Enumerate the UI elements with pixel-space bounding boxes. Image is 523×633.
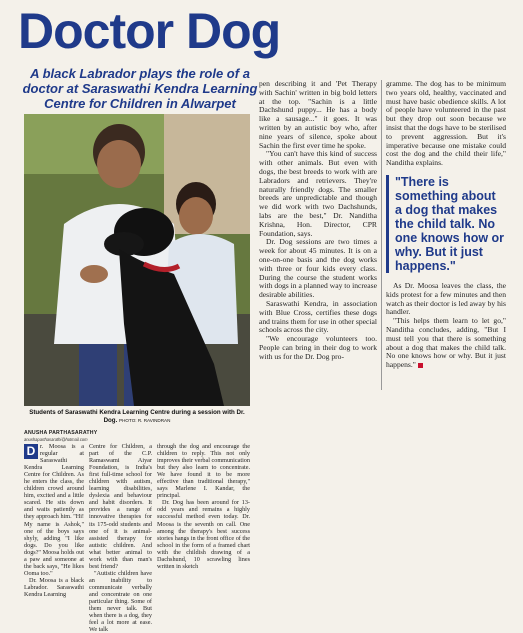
paragraph: Dr. Moosa is a black Labrador. Saraswathi Kendra Learning: [24, 576, 84, 598]
drop-cap: D: [24, 444, 38, 459]
paragraph: As Dr. Moosa leaves the class, the kids protest for a few minutes and then watch as their doctor is led away by his handler.: [386, 280, 506, 317]
paragraph: Dr. Dog sessions are two times a week for about 45 minutes. It is on a one-on-one basis and the dog works with three or four kids every class. During the course the student works with dogs in a planned way to increase desirable abilities.: [259, 237, 377, 300]
column-rule: [381, 80, 382, 390]
paragraph: [386, 317, 506, 370]
pull-quote: [386, 175, 506, 273]
end-mark-icon: [418, 363, 423, 368]
article-photo: [24, 114, 250, 406]
deck-subheadline: A black Labrador plays the role of a doctor at Saraswathi Kendra Learning Centre for Children in Alwarpet: [22, 66, 258, 111]
byline-name: ANUSHA PARTHASARATHY: [24, 430, 98, 436]
paragraph: gramme. The dog has to be minimum two years old, healthy, vaccinated and must have basic obedience skills. A lot of people have volunteered in the past but they drop out soon because we insist that the dogs have to be sterilised to prevent aggression. But it's imperative because one mistake could cost the dog and the child their life," Nanditha explains.: [386, 79, 506, 168]
body-column-3: [157, 443, 250, 570]
photo-credit: PHOTO: R. RAVINDRAN: [119, 418, 171, 423]
pull-quote-text: "There is something about a dog that makes the child talk. No one knows how or why. But it just happens.": [395, 174, 505, 273]
caption-text: Students of Saraswathi Kendra Learning Centre during a session with Dr. Dog.: [29, 409, 245, 424]
paragraph: r. Moosa is a regular at Saraswathi Kendra Learning Centre for Children. As he enters the class, the children crowd around him, excited and a little scared. He sits down and waits patiently as they approach him. "Hi! My name is Ashok," one of the boys says shyly, adding "I like dogs. Do you like dogs?" Moosa holds out a paw and someone at the back says, "He likes Ooma too.": [24, 443, 84, 577]
paragraph: Centre for Children, a part of the C.P. Ramaswami Aiyar Foundation, is India's first full-time school for children with autism, learning disabilities, dyslexia and behaviour and habit disorders. It provides a range of innovative therapies for its 175-odd students and one of it is animal-assisted therapy for autistic children. And what better animal to work with than man's best friend?: [89, 443, 152, 570]
photo-caption: [24, 409, 250, 425]
body-column-4: [259, 80, 377, 362]
body-column-2: [89, 443, 152, 633]
closing-text: "This helps them learn to let go," Nanditha concludes, adding, "But I must tell you that there is something about a dog that makes the child talk. No one knows how or why. But it just happens.": [386, 316, 506, 370]
headline: Doctor Dog: [18, 3, 281, 59]
byline: [24, 430, 104, 442]
byline-email: anushaparthasarathi@hotmail.com: [24, 437, 88, 442]
paragraph: "We encourage volunteers too. People can bring in their dog to work with us for the Dr. Dog pro-: [259, 334, 377, 361]
paragraph: pen describing it and 'Pet Therapy with Sachin' written in big bold letters at the top. "Sachin is a little Dachshund puppy... He has a body like a sausage..." it goes. It was written by an autistic boy who, after nine years of silence, spoke about Sachin the first ever time he spoke.: [259, 79, 377, 150]
body-column-1: [24, 443, 84, 598]
body-column-5: [386, 80, 506, 370]
paragraph: "You can't have this kind of success with other animals. But even with dogs, the best breeds to work with are Labradors and retrievers. They're naturally friendly dogs. The smaller breeds are unpredictable and though we did work with two Dachshunds, labs are the best," Dr. Nanditha Krishna, Hon. Director, CPR Foundation, says.: [259, 149, 377, 238]
paragraph: through the dog and encourage the children to reply. This not only improves their verbal communication but they also learn to concentrate. We have found it to be more effective than traditional therapy," says Marlene I. Kandar, the principal.: [157, 443, 250, 500]
paragraph: Dr. Dog has been around for 13-odd years and remains a highly successful method even today. Dr. Moosa is the seventh on call. One among the therapy's best success stories hangs in the front office of the school in the form of a framed chart with the childish drawing of a Dachshund, 10 scrawling lines written in sketch: [157, 499, 250, 570]
paragraph: Saraswathi Kendra, in association with Blue Cross, certifies these dogs and trains them for use in other special schools across the city.: [259, 298, 377, 335]
paragraph: "Autistic children have an inability to communicate verbally and concentrate on one particular thing. Some of them never talk. But when there is a dog, they feel a lot more at ease. We talk: [89, 569, 152, 633]
